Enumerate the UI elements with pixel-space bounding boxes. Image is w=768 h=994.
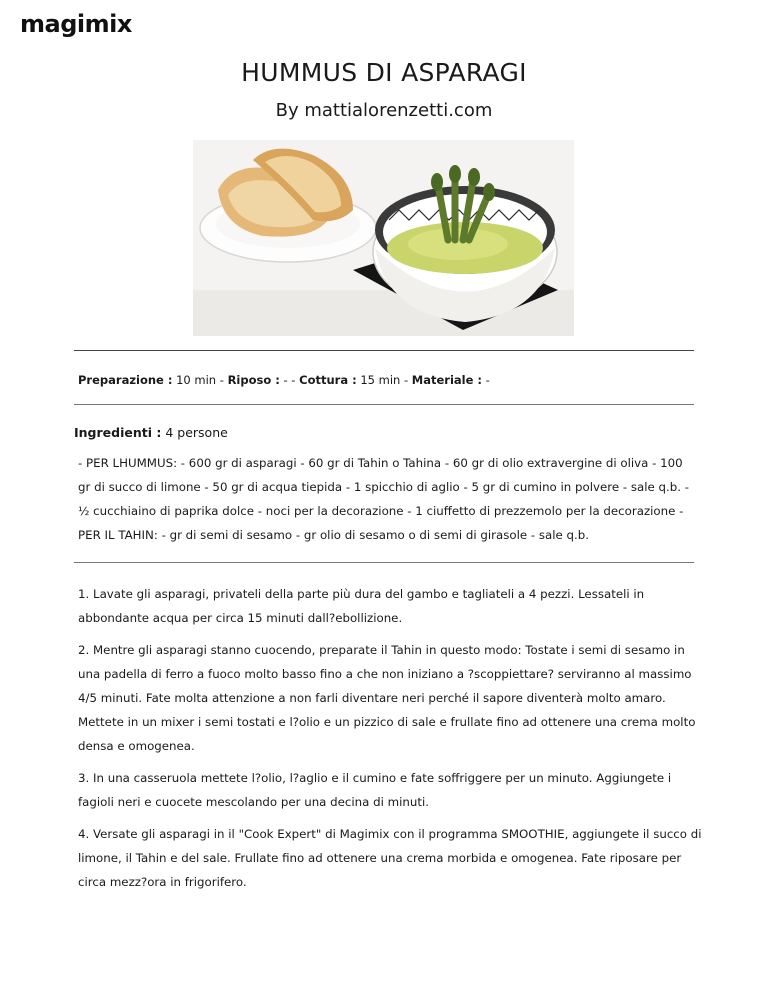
ingredients-servings: 4 persone: [165, 425, 228, 440]
ingredients-list: - PER LHUMMUS: - 600 gr di asparagi - 60 gr di Tahin o Tahina - 60 gr di olio extravergine di oliva - 100 gr di succo di limone - 50 gr di acqua tiepida - 1 spicchio di aglio - 5 gr di cumino in polvere - sale q.b. - ½ cucchiaino di paprika dolce - noci per la decorazione - 1 ciuffetto di prezzemolo per la decorazione - PER IL TAHIN: - gr di semi di sesamo - gr olio di sesamo o di semi di girasole - sale q.b.: [78, 456, 689, 542]
prep-label: Preparazione :: [78, 373, 173, 387]
material-label: Materiale :: [411, 373, 483, 387]
divider: [74, 404, 694, 405]
step-2: 2. Mentre gli asparagi stanno cuocendo, preparate il Tahin in questo modo: Tostate i semi di sesamo in una padella di ferro a fuoco molto basso fino a che non iniziano a ?scoppiettare? serviranno al massimo 4/5 minuti. Fate molta attenzione a non farli diventare neri perché il sapore diventerà molto amaro. Mettete in un mixer i semi tostati e l?olio e un pizzico di sale e frullate fino ad ottenere una crema molto densa e omogenea.: [78, 643, 696, 753]
cook-value: 15 min: [360, 373, 401, 387]
step-3: 3. In una casseruola mettete l?olio, l?aglio e il cumino e fate soffriggere per un minuto. Aggiungete i fagioli neri e cuocete mescolando per una decina di minuti.: [78, 771, 672, 809]
recipe-photo: [193, 140, 574, 336]
cook-label: Cottura :: [299, 373, 357, 387]
recipe-byline: By mattialorenzetti.com: [275, 100, 493, 121]
divider: [74, 350, 694, 351]
step-1: 1. Lavate gli asparagi, privateli della parte più dura del gambo e tagliateli a 4 pezzi. Lessateli in abbondante acqua per circa 15 minuti dall?ebollizione.: [78, 587, 645, 625]
rest-value: - -: [283, 373, 296, 387]
material-value: -: [485, 373, 490, 387]
recipe-title: HUMMUS DI ASPARAGI: [241, 58, 527, 87]
prep-value: 10 min: [176, 373, 217, 387]
ingredients-label: Ingredienti :: [74, 425, 162, 440]
divider: [74, 562, 694, 563]
step-4: 4. Versate gli asparagi in il "Cook Expert" di Magimix con il programma SMOOTHIE, aggiungete il succo di limone, il Tahin e del sale. Frullate fino ad ottenere una crema morbida e omogenea. Fate riposare per circa mezz?ora in frigorifero.: [78, 827, 702, 889]
brand-logo: magimix: [20, 10, 132, 38]
ingredients-heading: [74, 425, 228, 440]
recipe-meta: Preparazione : 10 min - Riposo : - - Cottura : 15 min - Materiale : -: [78, 373, 490, 387]
rest-label: Riposo :: [227, 373, 280, 387]
recipe-photo-illustration: [193, 140, 574, 336]
